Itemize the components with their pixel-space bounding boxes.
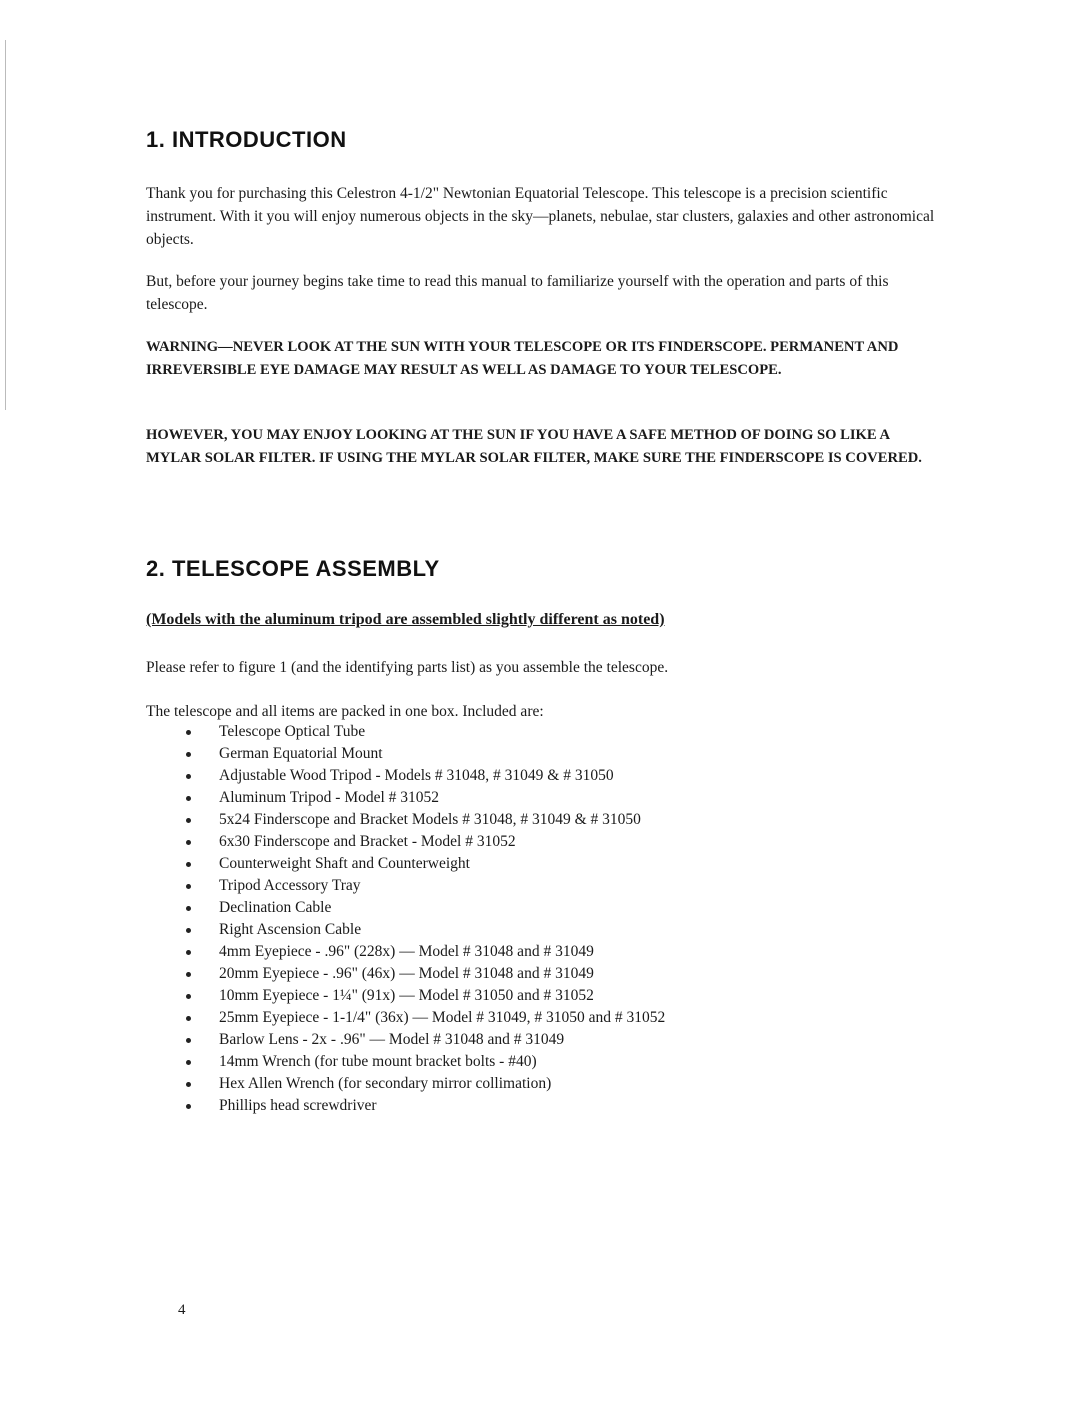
page-number: 4 bbox=[178, 1302, 186, 1318]
list-item-text: Tripod Accessory Tray bbox=[219, 877, 361, 894]
bullet-icon bbox=[186, 928, 191, 933]
list-item-text: Right Ascension Cable bbox=[219, 921, 362, 938]
list-item bbox=[186, 897, 665, 919]
list-item-text: Barlow Lens - 2x - .96" — Model # 31048 and # 31049 bbox=[219, 1031, 565, 1048]
bullet-icon bbox=[186, 796, 191, 801]
aluminum-tripod-note: (Models with the aluminum tripod are assembled slightly different as noted) bbox=[146, 611, 665, 628]
included-items-list bbox=[186, 721, 665, 1117]
solar-filter-notice: HOWEVER, YOU MAY ENJOY LOOKING AT THE SUN IF YOU HAVE A SAFE METHOD OF DOING SO LIKE A MYLAR SOLAR FILTER. IF USING THE MYLAR SOLAR FILTER, MAKE SURE THE FINDERSCOPE IS COVERED. bbox=[146, 427, 922, 466]
list-item-text: Counterweight Shaft and Counterweight bbox=[219, 855, 470, 872]
list-item-text: 6x30 Finderscope and Bracket - Model # 31052 bbox=[219, 833, 516, 850]
scan-margin-line bbox=[5, 40, 6, 410]
bullet-icon bbox=[186, 818, 191, 823]
bullet-icon bbox=[186, 950, 191, 955]
bullet-icon bbox=[186, 1016, 191, 1021]
list-item bbox=[186, 963, 665, 985]
list-item bbox=[186, 1007, 665, 1029]
list-item bbox=[186, 941, 665, 963]
list-item-text: 25mm Eyepiece - 1-1/4" (36x) — Model # 31049, # 31050 and # 31052 bbox=[219, 1009, 666, 1026]
bullet-icon bbox=[186, 1082, 191, 1087]
list-item bbox=[186, 721, 665, 743]
list-item-text: 10mm Eyepiece - 1¼" (91x) — Model # 31050 and # 31052 bbox=[219, 987, 594, 1004]
list-item bbox=[186, 831, 665, 853]
bullet-icon bbox=[186, 774, 191, 779]
bullet-icon bbox=[186, 994, 191, 999]
bullet-icon bbox=[186, 1060, 191, 1065]
bullet-icon bbox=[186, 972, 191, 977]
list-item-text: Declination Cable bbox=[219, 899, 332, 916]
list-item-text: Adjustable Wood Tripod - Models # 31048, # 31049 & # 31050 bbox=[219, 767, 614, 784]
intro-heading: 1. INTRODUCTION bbox=[146, 127, 347, 152]
intro-paragraph-thanks: Thank you for purchasing this Celestron 4-1/2" Newtonian Equatorial Telescope. This telescope is a precision scientific instrument. With it you will enjoy numerous objects in the sky—planets, nebulae, star clusters, galaxies and other astronomical objects. bbox=[146, 185, 935, 248]
bullet-icon bbox=[186, 730, 191, 735]
list-item bbox=[186, 809, 665, 831]
list-item-text: 4mm Eyepiece - .96" (228x) — Model # 31048 and # 31049 bbox=[219, 943, 594, 960]
bullet-icon bbox=[186, 1038, 191, 1043]
list-item-text: Hex Allen Wrench (for secondary mirror collimation) bbox=[219, 1075, 552, 1092]
assembly-heading: 2. TELESCOPE ASSEMBLY bbox=[146, 556, 440, 581]
list-item bbox=[186, 919, 665, 941]
list-item-text: 20mm Eyepiece - .96" (46x) — Model # 31048 and # 31049 bbox=[219, 965, 594, 982]
bullet-icon bbox=[186, 752, 191, 757]
list-item bbox=[186, 1095, 665, 1117]
bullet-icon bbox=[186, 862, 191, 867]
list-item-text: German Equatorial Mount bbox=[219, 745, 383, 762]
refer-figure-text: Please refer to figure 1 (and the identifying parts list) as you assemble the telescope. bbox=[146, 659, 669, 676]
bullet-icon bbox=[186, 1104, 191, 1109]
bullet-icon bbox=[186, 906, 191, 911]
list-item bbox=[186, 765, 665, 787]
list-item bbox=[186, 1029, 665, 1051]
bullet-icon bbox=[186, 884, 191, 889]
intro-paragraph-read-manual: But, before your journey begins take time to read this manual to familiarize yourself with the operation and parts of this telescope. bbox=[146, 273, 889, 313]
sun-warning: WARNING—NEVER LOOK AT THE SUN WITH YOUR TELESCOPE OR ITS FINDERSCOPE. PERMANENT AND IRREVERSIBLE EYE DAMAGE MAY RESULT AS WELL AS DAMAGE TO YOUR TELESCOPE. bbox=[146, 339, 899, 378]
list-item bbox=[186, 743, 665, 765]
list-item-text: Phillips head screwdriver bbox=[219, 1097, 377, 1114]
list-item-text: 14mm Wrench (for tube mount bracket bolts - #40) bbox=[219, 1053, 537, 1070]
list-item bbox=[186, 787, 665, 809]
included-items-intro: The telescope and all items are packed in one box. Included are: bbox=[146, 703, 544, 720]
list-item bbox=[186, 1073, 665, 1095]
list-item-text: Aluminum Tripod - Model # 31052 bbox=[219, 789, 440, 806]
list-item-text: Telescope Optical Tube bbox=[219, 723, 366, 740]
list-item bbox=[186, 985, 665, 1007]
list-item-text: 5x24 Finderscope and Bracket Models # 31048, # 31049 & # 31050 bbox=[219, 811, 641, 828]
list-item bbox=[186, 875, 665, 897]
list-item bbox=[186, 1051, 665, 1073]
bullet-icon bbox=[186, 840, 191, 845]
list-item bbox=[186, 853, 665, 875]
